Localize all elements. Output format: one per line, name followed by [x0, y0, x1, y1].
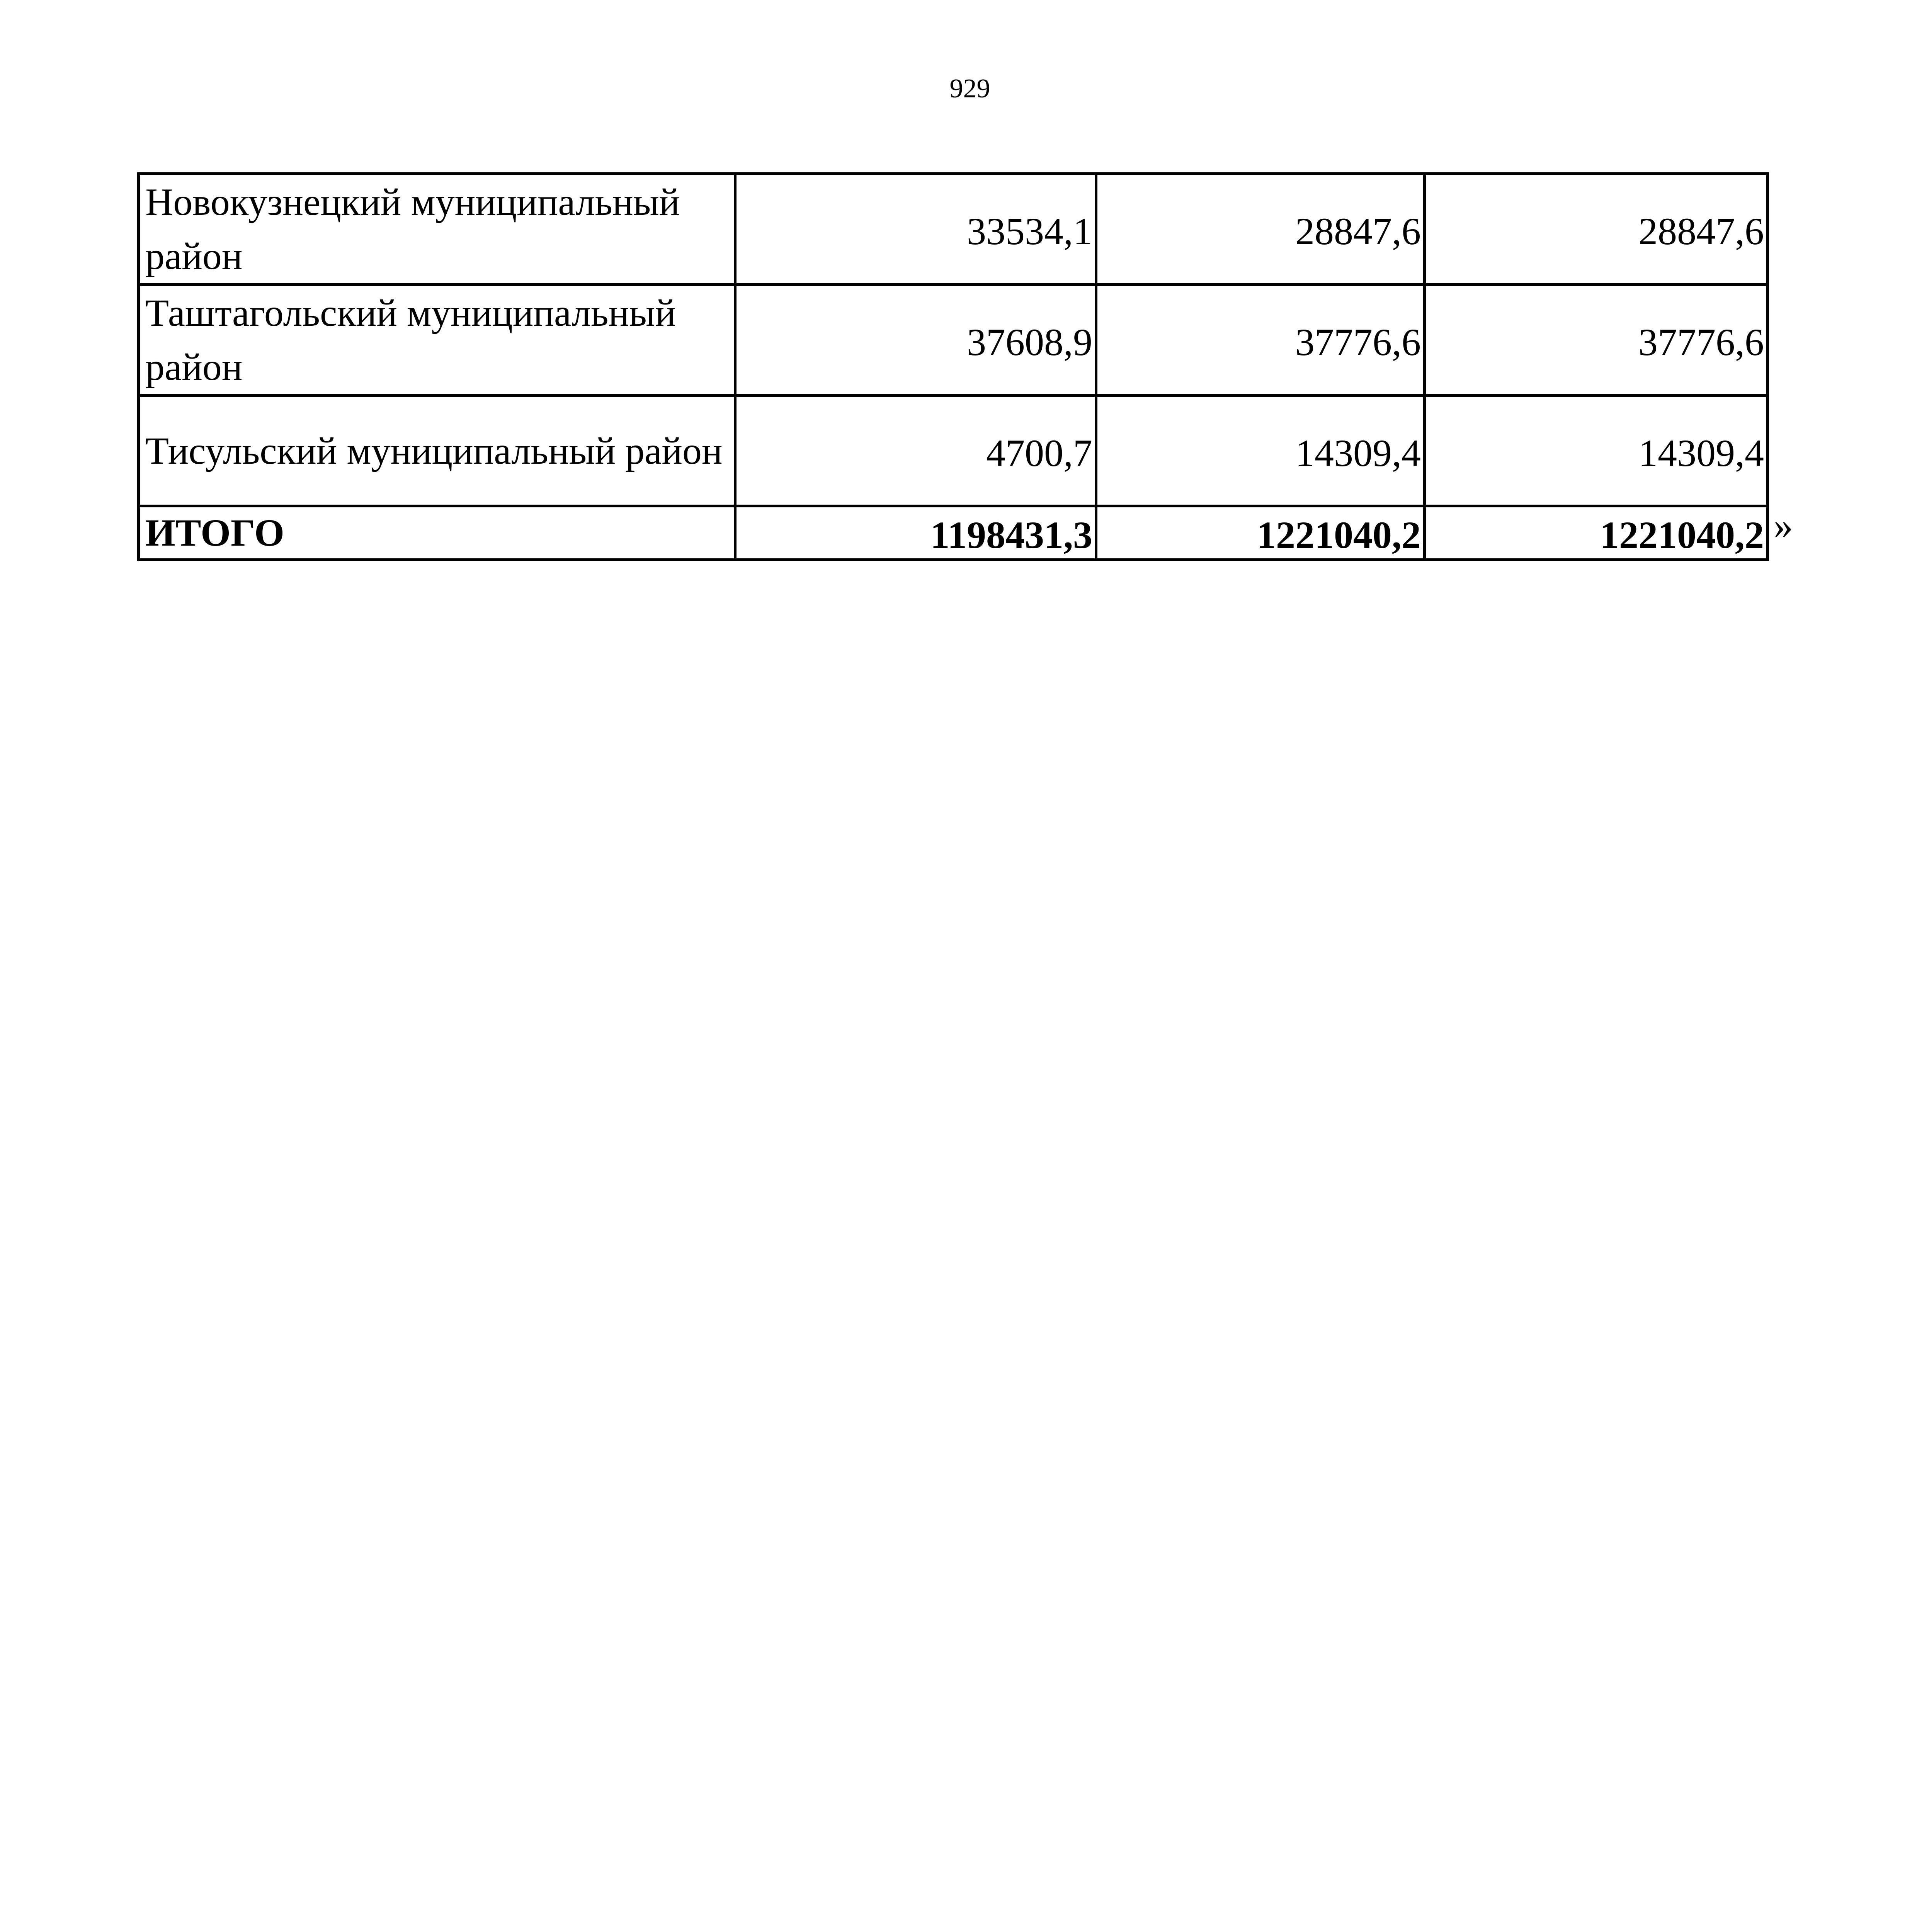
- total-value-cell: 1221040,2: [1096, 506, 1425, 560]
- total-label-cell: ИТОГО: [139, 506, 735, 560]
- total-row: [139, 506, 1768, 560]
- value-cell: 37776,6: [1096, 285, 1425, 396]
- district-name-cell: Таштагольский муниципальный район: [139, 285, 735, 396]
- value-cell: 28847,6: [1096, 174, 1425, 285]
- total-value-cell: 1221040,2: [1425, 506, 1768, 560]
- value-cell: 14309,4: [1096, 396, 1425, 506]
- value-cell: 37776,6: [1425, 285, 1768, 396]
- value-cell: 37608,9: [735, 285, 1096, 396]
- data-table: [137, 172, 1769, 561]
- district-name-cell: Новокузнецкий муниципальный район: [139, 174, 735, 285]
- value-cell: 14309,4: [1425, 396, 1768, 506]
- value-cell: 28847,6: [1425, 174, 1768, 285]
- table-row: [139, 396, 1768, 506]
- closing-quote: »: [1774, 504, 1793, 547]
- table-row: [139, 285, 1768, 396]
- value-cell: 33534,1: [735, 174, 1096, 285]
- page-number: 929: [949, 74, 990, 104]
- total-value-cell: 1198431,3: [735, 506, 1096, 560]
- value-cell: 4700,7: [735, 396, 1096, 506]
- table-row: [139, 174, 1768, 285]
- district-name-cell: Тисульский муниципальный район: [139, 396, 735, 506]
